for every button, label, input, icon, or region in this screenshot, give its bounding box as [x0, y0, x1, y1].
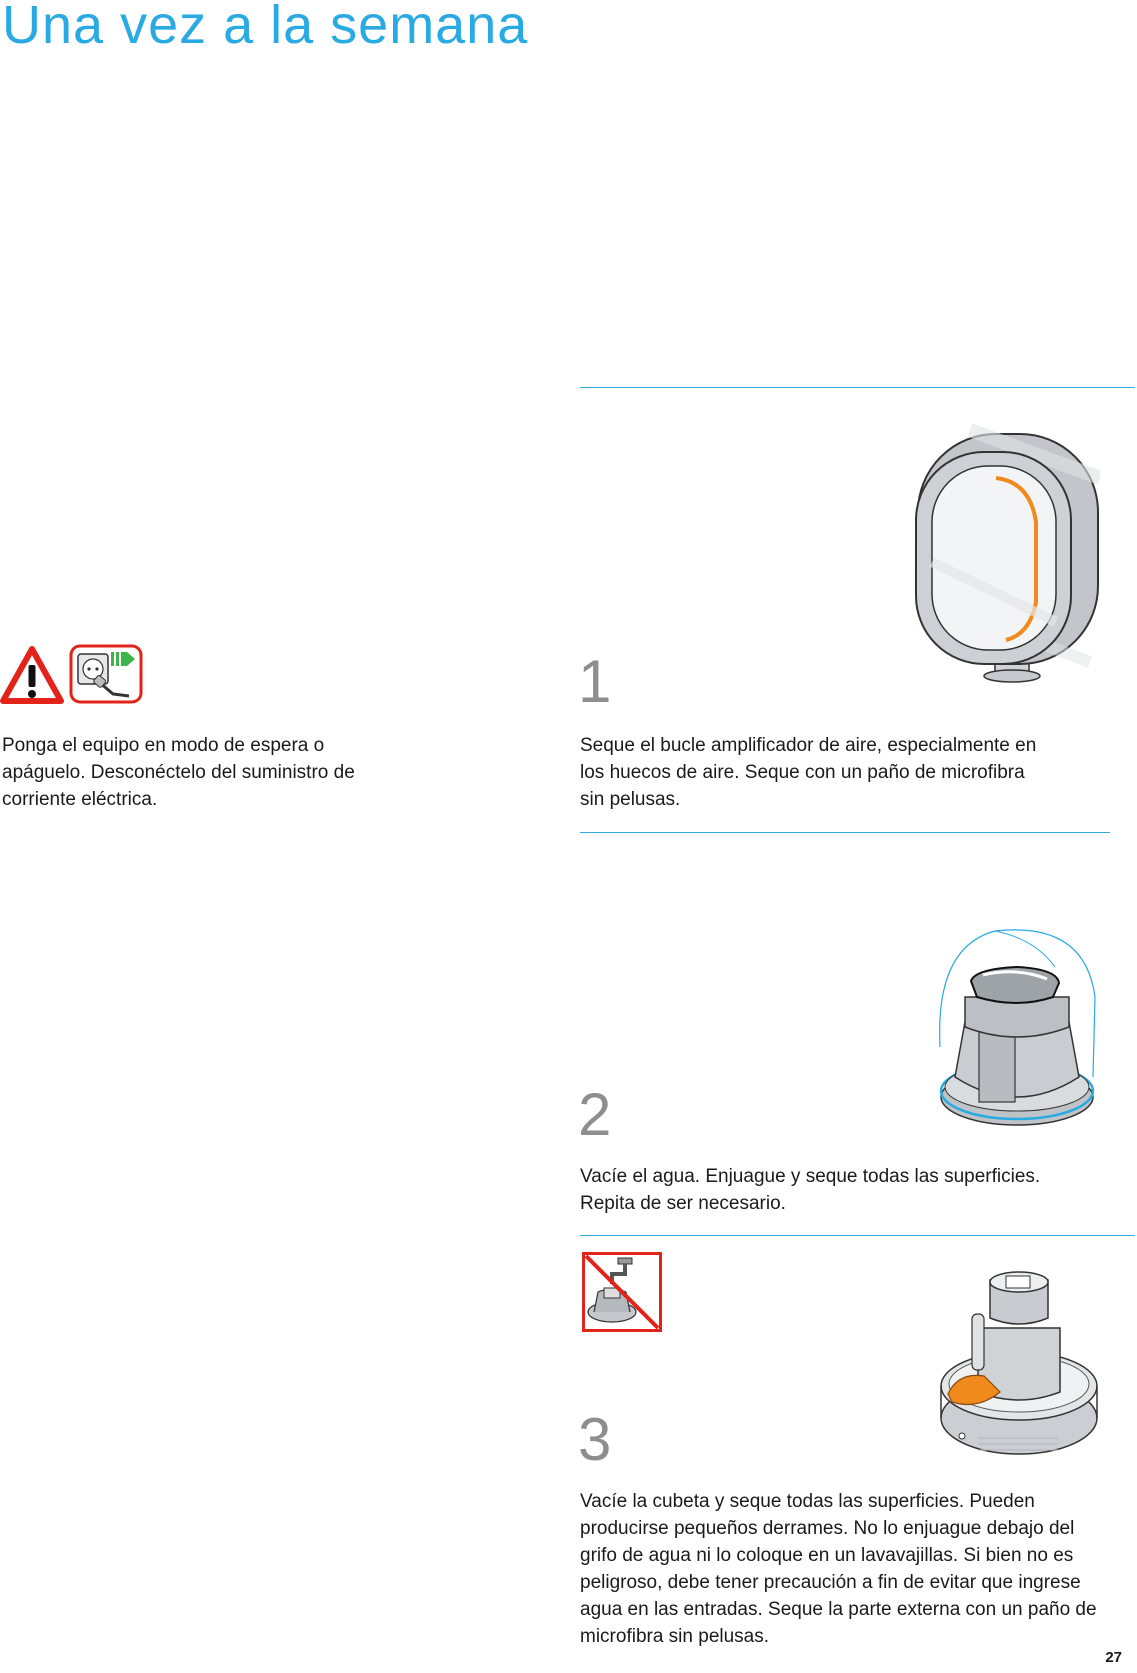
unplug-socket-icon	[69, 644, 143, 704]
step-text: Seque el bucle amplificador de aire, especialmente en los huecos de aire. Seque con un paño de microfibra sin pelusas.	[580, 735, 1037, 810]
section-divider	[580, 1235, 1135, 1236]
intro-text: Ponga el equipo en modo de espera o apáguelo. Desconéctelo del suministro de corriente eléctrica.	[2, 735, 355, 810]
step-text: Vacíe el agua. Enjuague y seque todas las superficies. Repita de ser necesario.	[580, 1166, 1041, 1214]
step-number: 2	[578, 1081, 612, 1148]
warning-triangle-icon	[0, 645, 64, 705]
air-multiplier-loop-illustration	[910, 412, 1100, 687]
no-tap-rinse-icon	[582, 1252, 662, 1332]
section-divider	[580, 832, 1110, 833]
step-number: 1	[578, 648, 612, 715]
base-tray-illustration	[938, 1268, 1100, 1460]
page-number: 27	[1105, 1649, 1122, 1666]
page-title: Una vez a la semana	[2, 0, 529, 55]
step-text: Vacíe la cubeta y seque todas las superficies. Pueden producirse pequeños derrames. No lo enjuague debajo del grifo de agua ni lo coloque en un lavavajillas. Si bien no es peligroso, debe tener precaución a fin de evitar que ingrese agua en las entradas. Seque la parte externa con un paño de microfibra sin pelusas.	[580, 1491, 1097, 1647]
section-divider	[580, 387, 1135, 388]
water-tank-illustration	[935, 927, 1100, 1132]
step-number: 3	[578, 1406, 612, 1473]
